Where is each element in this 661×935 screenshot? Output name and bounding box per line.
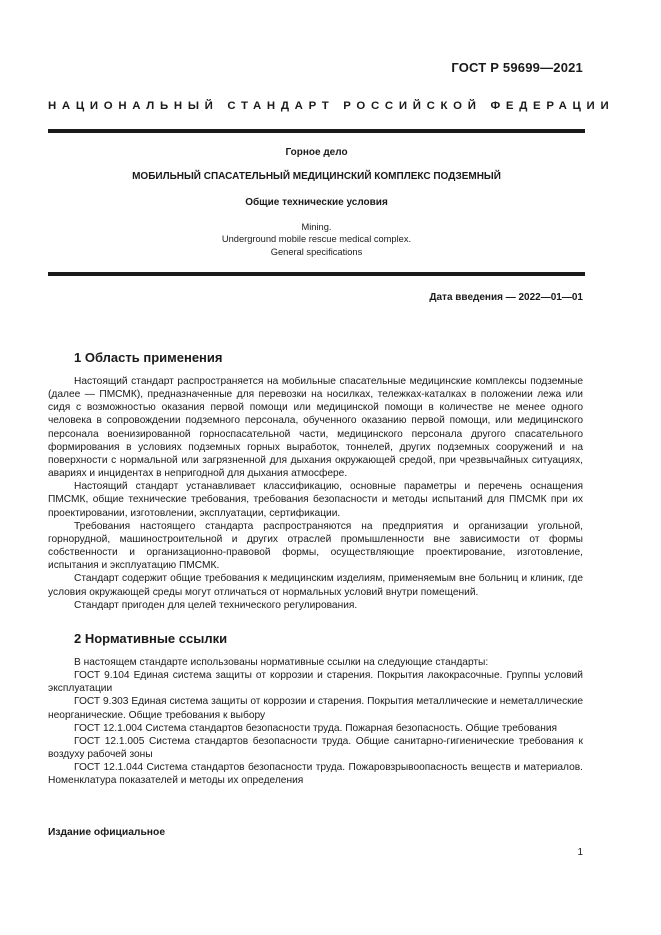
english-title-line: General specifications bbox=[270, 246, 363, 257]
english-title-line: Mining. bbox=[301, 222, 332, 232]
document-title: МОБИЛЬНЫЙ СПАСАТЕЛЬНЫЙ МЕДИЦИНСКИЙ КОМПЛЕКС ПОДЗЕМНЫЙ bbox=[132, 171, 501, 182]
section-body bbox=[48, 375, 583, 612]
english-title-block bbox=[48, 221, 585, 258]
introduction-date: Дата введения — 2022—01—01 bbox=[429, 292, 583, 303]
reference-item: ГОСТ 12.1.005 Система стандартов безопасности труда. Общие санитарно-гигиенические требования к воздуху рабочей зоны bbox=[48, 735, 583, 761]
english-title-line: Underground mobile rescue medical complex. bbox=[221, 234, 412, 245]
bottom-divider bbox=[48, 272, 585, 276]
paragraph: Стандарт пригоден для целей технического регулирования. bbox=[74, 599, 358, 611]
national-standard-title: НАЦИОНАЛЬНЫЙ СТАНДАРТ РОССИЙСКОЙ ФЕДЕРАЦИИ bbox=[48, 100, 615, 112]
document-subtitle: Общие технические условия bbox=[245, 197, 388, 208]
document-code: ГОСТ Р 59699—2021 bbox=[451, 60, 583, 75]
section-heading: 2 Нормативные ссылки bbox=[74, 631, 228, 646]
reference-item: ГОСТ 12.1.004 Система стандартов безопасности труда. Пожарная безопасность. Общие требования bbox=[74, 722, 558, 734]
top-divider bbox=[48, 129, 585, 133]
section-body bbox=[48, 656, 583, 788]
paragraph: Настоящий стандарт распространяется на мобильные спасательные медицинские комплексы подземные (далее — ПМСМК), предназначенные для перевозки на носилках, тележках-каталках в положении лежа или сидя с возможностью оказания первой помощи или медицинской помощи в количестве не менее одного человека в сопровождении подземного персонала, обученного оказанию первой помощи, или медицинского персонала военизированной горноспасательной части, медицинского персонала другого спасательного формирования в условиях подземных горных выработок, тоннелей, других подземных сооружений и на поверхности с нормальной или загрязненной для дыхания окружающей средой, при чрезвычайных ситуациях, авариях и инцидентах в непригодной для дыхания атмосфере. bbox=[48, 376, 583, 480]
page-number: 1 bbox=[577, 847, 583, 858]
paragraph: В настоящем стандарте использованы нормативные ссылки на следующие стандарты: bbox=[74, 657, 489, 668]
reference-item: ГОСТ 9.104 Единая система защиты от коррозии и старения. Покрытия лакокрасочные. Группы условий эксплуатации bbox=[48, 670, 583, 695]
paragraph: Требования настоящего стандарта распространяются на предприятия и организации угольной, горнорудной, машиностроительной и других отраслей промышленности вне зависимости от формы собственности и организационно-правовой формы, осуществляющие проектирование, изготовление, испытания и эксплуатацию ПМСМК. bbox=[48, 520, 583, 572]
section-heading: 1 Область применения bbox=[74, 350, 223, 365]
paragraph: Стандарт содержит общие требования к медицинским изделиям, применяемым вне больниц и клиник, где условия окружающей среды могут отличаться от нормальных условий внутри помещений. bbox=[48, 573, 583, 598]
subject-heading: Горное дело bbox=[285, 147, 348, 158]
reference-item: ГОСТ 9.303 Единая система защиты от коррозии и старения. Покрытия металлические и неметаллические неорганические. Общие требования к выбору bbox=[48, 696, 583, 721]
official-edition-label: Издание официальное bbox=[48, 827, 166, 838]
reference-item: ГОСТ 12.1.044 Система стандартов безопасности труда. Пожаровзрывоопасность веществ и материалов. Номенклатура показателей и методы их определения bbox=[48, 762, 583, 787]
paragraph: Настоящий стандарт устанавливает классификацию, основные параметры и перечень оснащения ПМСМК, общие технические требования, требования безопасности и методы испытаний для ПМСМК при их проектировании, изготовлении, эксплуатации, сертификации. bbox=[48, 481, 583, 519]
